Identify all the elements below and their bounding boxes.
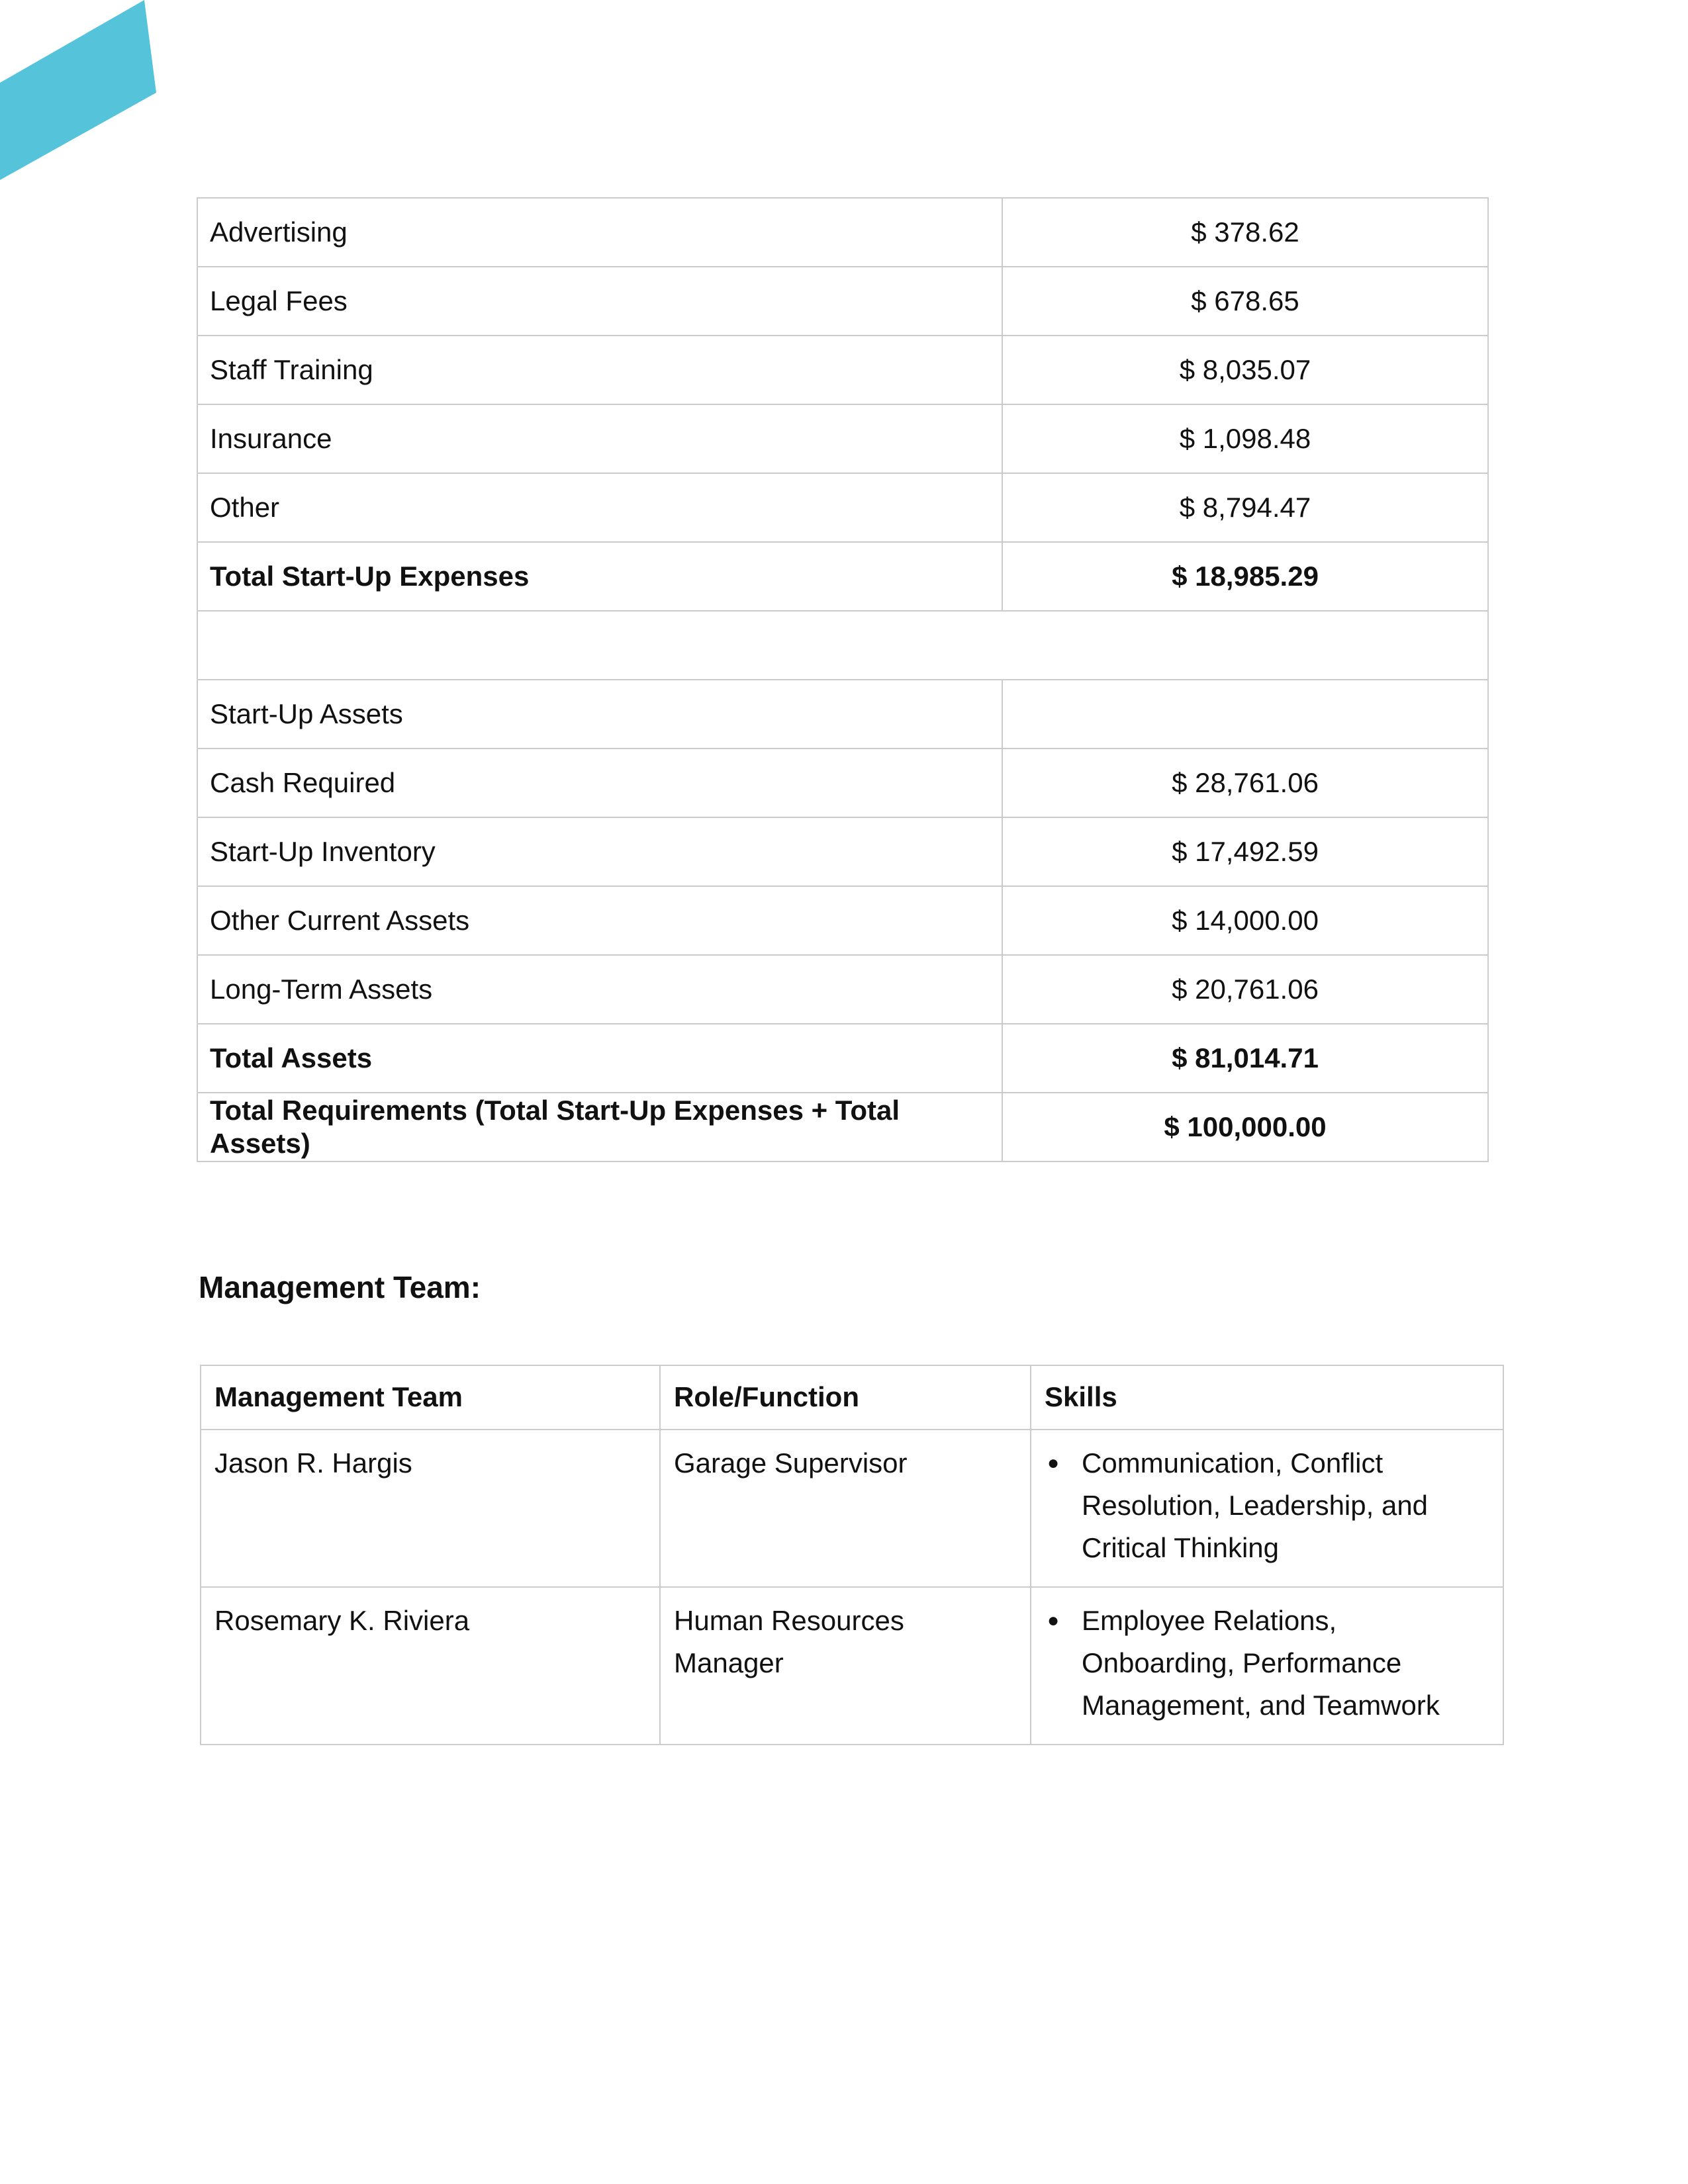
table-row (197, 336, 1488, 404)
cost-amount: $ 14,000.00 (1002, 886, 1488, 955)
member-role: Garage Supervisor (660, 1430, 1031, 1587)
cost-amount: $ 1,098.48 (1002, 404, 1488, 473)
cost-label: Long-Term Assets (197, 955, 1002, 1024)
cost-amount: $ 20,761.06 (1002, 955, 1488, 1024)
skills-list-item: ● Communication, Conflict Resolution, Leadership, and Critical Thinking (1045, 1442, 1489, 1569)
table-row (197, 955, 1488, 1024)
table-row (197, 886, 1488, 955)
empty-cell (197, 611, 1488, 680)
cost-amount: $ 378.62 (1002, 198, 1488, 267)
table-row (197, 198, 1488, 267)
member-role: Human Resources Manager (660, 1587, 1031, 1745)
total-row (197, 1024, 1488, 1093)
management-team-heading: Management Team: (199, 1270, 481, 1304)
total-assets-label: Total Assets (197, 1024, 1002, 1093)
total-startup-expenses-label: Total Start-Up Expenses (197, 542, 1002, 611)
cost-label: Other (197, 473, 1002, 542)
cost-label: Legal Fees (197, 267, 1002, 336)
cost-label: Other Current Assets (197, 886, 1002, 955)
skills-list (1045, 1442, 1489, 1569)
member-skills-cell (1031, 1587, 1503, 1745)
total-startup-expenses-amount: $ 18,985.29 (1002, 542, 1488, 611)
startup-costs-table (197, 197, 1489, 1162)
table-row (201, 1587, 1503, 1745)
cost-label: Insurance (197, 404, 1002, 473)
cost-amount (1002, 680, 1488, 749)
table-row (197, 749, 1488, 817)
skills-list-item: ● Employee Relations, Onboarding, Performance Management, and Teamwork (1045, 1600, 1489, 1727)
cost-amount: $ 8,794.47 (1002, 473, 1488, 542)
cost-label: Cash Required (197, 749, 1002, 817)
cost-label: Start-Up Assets (197, 680, 1002, 749)
column-header-role: Role/Function (660, 1365, 1031, 1430)
table-row (197, 817, 1488, 886)
table-row (197, 404, 1488, 473)
spacer-row (197, 611, 1488, 680)
total-requirements-label: Total Requirements (Total Start-Up Expenses + Total Assets) (197, 1093, 1002, 1161)
skills-list (1045, 1600, 1489, 1727)
cost-amount: $ 28,761.06 (1002, 749, 1488, 817)
total-row (197, 1093, 1488, 1161)
table-header-row (201, 1365, 1503, 1430)
cost-amount: $ 8,035.07 (1002, 336, 1488, 404)
member-name: Jason R. Hargis (201, 1430, 660, 1587)
table-row (201, 1430, 1503, 1587)
cost-label: Staff Training (197, 336, 1002, 404)
cost-label: Advertising (197, 198, 1002, 267)
column-header-skills: Skills (1031, 1365, 1503, 1430)
member-skills-cell (1031, 1430, 1503, 1587)
column-header-management-team: Management Team (201, 1365, 660, 1430)
management-team-table (200, 1365, 1504, 1745)
member-name: Rosemary K. Riviera (201, 1587, 660, 1745)
total-assets-amount: $ 81,014.71 (1002, 1024, 1488, 1093)
total-requirements-amount: $ 100,000.00 (1002, 1093, 1488, 1161)
cost-label: Start-Up Inventory (197, 817, 1002, 886)
cost-amount: $ 17,492.59 (1002, 817, 1488, 886)
corner-accent-shape (0, 0, 159, 185)
cost-amount: $ 678.65 (1002, 267, 1488, 336)
table-row (197, 473, 1488, 542)
total-row (197, 542, 1488, 611)
table-row (197, 680, 1488, 749)
table-row (197, 267, 1488, 336)
